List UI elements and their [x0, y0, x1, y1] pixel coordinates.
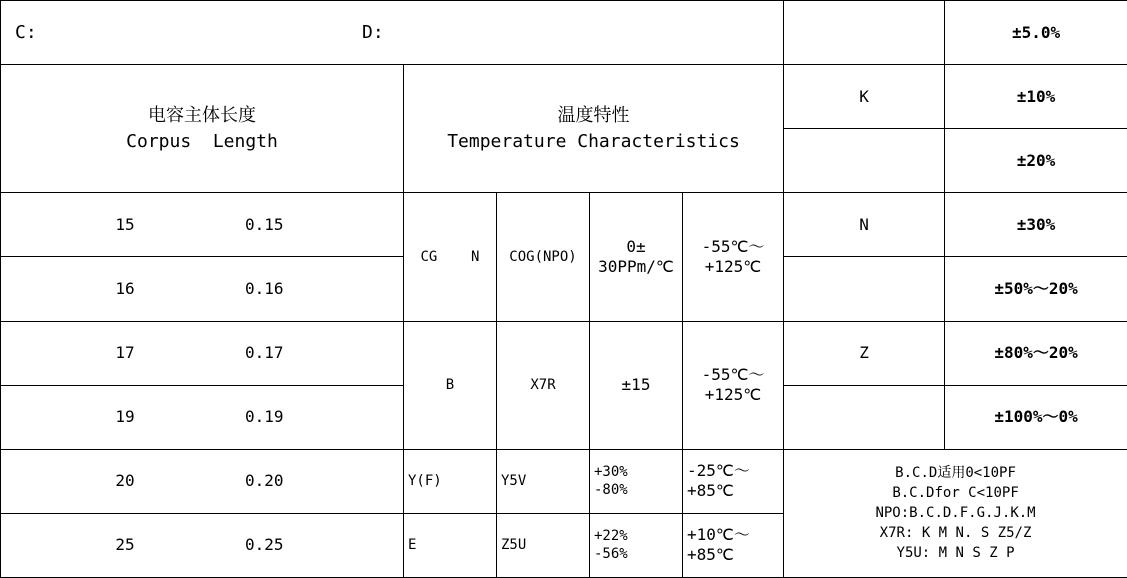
- temp-material-x7r: X7R: [497, 321, 590, 449]
- temp-code-cg: CG N: [404, 193, 497, 321]
- length-row-17: [1, 321, 404, 385]
- temp-coef-cog: [590, 193, 683, 321]
- length-value: 0.25: [245, 535, 284, 555]
- length-value: 0.16: [245, 278, 284, 298]
- tol-code-blank-3: [784, 257, 945, 321]
- d-label: D:: [362, 21, 384, 43]
- tolerance-20: ±20%: [945, 129, 1127, 193]
- range-line1: +10℃～: [687, 525, 750, 545]
- length-code: 16: [115, 278, 135, 298]
- coef-line2: -56%: [594, 546, 628, 563]
- note-line: Y5U: M N S Z P: [896, 545, 1015, 562]
- length-header: [1, 65, 404, 193]
- length-header-en: Corpus Length: [126, 130, 278, 152]
- temp-material-y5v: Y5V: [497, 449, 590, 513]
- coef-line2: -80%: [594, 482, 628, 499]
- range-line1: -25℃～: [687, 461, 750, 481]
- temp-header-en: Temperature Characteristics: [447, 130, 740, 152]
- temp-coef-y5v: [590, 449, 683, 513]
- temp-code-e: E: [404, 513, 497, 577]
- range-line1: -55℃～: [701, 365, 765, 385]
- tolerance-80-20: ±80%～20%: [945, 321, 1127, 385]
- tol-code-n: N: [784, 193, 945, 257]
- coef-line1: +22%: [594, 528, 628, 545]
- top-row: [1, 1, 1127, 65]
- coef-line1: +30%: [594, 464, 628, 481]
- temp-header: [404, 65, 784, 193]
- length-code: 25: [115, 535, 135, 555]
- temp-range-y5v: [683, 449, 784, 513]
- length-row-19: [1, 385, 404, 449]
- cd-cell: [1, 1, 784, 65]
- temp-material-z5u: Z5U: [497, 513, 590, 577]
- range-line2: +125℃: [704, 256, 762, 276]
- notes-cell: [784, 449, 1127, 577]
- length-code: 19: [115, 407, 135, 427]
- temp-coef-z5u: [590, 513, 683, 577]
- tol-code-blank-1: [784, 1, 945, 65]
- temp-range-x7r: [683, 321, 784, 449]
- tol-code-blank-4: [784, 385, 945, 449]
- range-line2: +85℃: [687, 545, 734, 565]
- c-label: C:: [15, 21, 37, 43]
- note-line: B.C.Dfor C<10PF: [892, 485, 1019, 502]
- note-line: X7R: K M N. S Z5/Z: [879, 525, 1032, 542]
- range-line2: +85℃: [687, 481, 734, 501]
- temp-code-yf: Y(F): [404, 449, 497, 513]
- temp-range-cog: [683, 193, 784, 321]
- length-row-16: [1, 257, 404, 321]
- length-row-20: [1, 449, 404, 513]
- length-row-15: [1, 193, 404, 257]
- table-row: [1, 321, 1127, 385]
- note-line: NPO:B.C.D.F.G.J.K.M: [875, 505, 1036, 522]
- tol-code-k: K: [784, 65, 945, 129]
- table-row: [1, 193, 1127, 257]
- length-header-cn: 电容主体长度: [148, 104, 256, 126]
- length-row-25: [1, 513, 404, 577]
- tol-code-blank-2: [784, 129, 945, 193]
- tolerance-5: ±5.0%: [945, 1, 1127, 65]
- length-value: 0.15: [245, 214, 284, 234]
- tolerance-10: ±10%: [945, 65, 1127, 129]
- length-code: 20: [115, 471, 135, 491]
- tolerance-50-20: ±50%～20%: [945, 257, 1127, 321]
- coef-line2: 30PPm/℃: [598, 256, 674, 276]
- length-code: 17: [115, 343, 135, 363]
- temp-material-cog: COG(NPO): [497, 193, 590, 321]
- coef-line1: 0±: [626, 236, 646, 256]
- note-line: B.C.D适用0<10PF: [895, 465, 1016, 482]
- table-row: [1, 449, 1127, 513]
- range-line2: +125℃: [704, 385, 762, 405]
- temp-code-b: B: [404, 321, 497, 449]
- temp-header-cn: 温度特性: [557, 104, 630, 126]
- temp-coef-x7r: ±15: [590, 321, 683, 449]
- range-line1: -55℃～: [701, 236, 765, 256]
- tolerance-100-0: ±100%～0%: [945, 385, 1127, 449]
- length-code: 15: [115, 214, 135, 234]
- tolerance-30: ±30%: [945, 193, 1127, 257]
- tol-code-z: Z: [784, 321, 945, 385]
- length-value: 0.17: [245, 343, 284, 363]
- length-value: 0.19: [245, 407, 284, 427]
- temp-range-z5u: [683, 513, 784, 577]
- header-row: [1, 65, 1127, 129]
- length-value: 0.20: [245, 471, 284, 491]
